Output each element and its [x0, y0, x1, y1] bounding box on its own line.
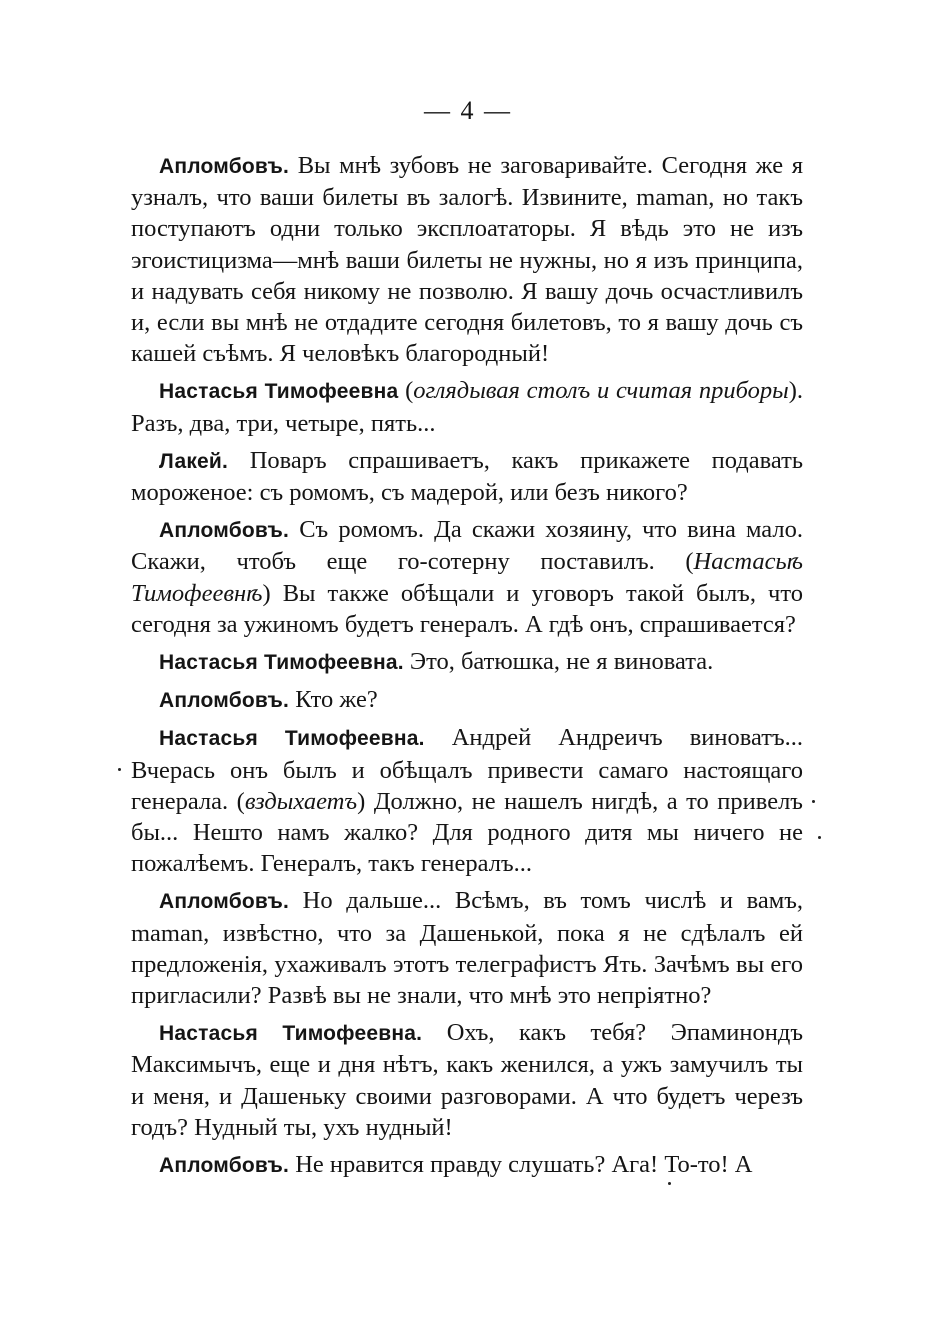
paragraph-6: [131, 684, 803, 716]
paragraph-5: [131, 646, 803, 678]
paragraph-1: [131, 150, 803, 369]
page-body: [131, 150, 803, 1187]
speaker-name: Лакей.: [159, 449, 229, 473]
paragraph-2: Настасья Тимофеевна (оглядывая столъ и считая приборы). Разъ, два, три, четыре, пять...: [131, 377, 803, 437]
speech: Охъ, какъ тебя? Эпаминондъ Максимычъ, еще и дня нѣтъ, какъ женился, а ужъ замучилъ ты и меня, и Дашеньку своими разговорами. А что будетъ черезъ годъ? Нудный ты, ухъ нудный!: [131, 1019, 803, 1141]
speaker-name: Апломбовъ.: [159, 890, 290, 914]
speech: Не нравится правду слушать? Ага! То-то! А: [295, 1151, 753, 1179]
speech: Но дальше... Всѣмъ, въ томъ числѣ и вамъ, maman, извѣстно, что за Дашенькой, пока я не сдѣлалъ ей предложенія, ухаживалъ этотъ телеграфистъ Ять. Зачѣмъ вы его пригласили? Развѣ вы не знали, что мнѣ это непріятно?: [131, 887, 804, 1010]
speaker-name: Настасья Тимофеевна.: [159, 1022, 423, 1046]
stage-direction: оглядывая столъ и считая приборы: [413, 377, 789, 405]
stage-direction: вздыхаетъ: [244, 787, 358, 815]
speaker-name: Апломбовъ.: [159, 155, 290, 178]
speech: Вы мнѣ зубовъ не заговаривайте. Сегодня же я узналъ, что ваши билеты въ залогѣ. Извините, maman, но такъ поступаютъ одни только эксплоататоры. Я вѣдь это не изъ эгоистицизма—мнѣ ваши билеты не нужны, но я изъ принципа, и надувать себя никому не позволю. Я вашу дочь осчастливилъ и, если вы мнѣ не отдадите сегодня билетовъ, то я вашу дочь съ кашей съѣмъ. Я человѣкъ благородный!: [131, 152, 804, 368]
paragraph-9: [131, 1017, 803, 1143]
paragraph-7: Настасья Тимофеевна. Андрей Андреичъ виноватъ... Вчерась онъ былъ и обѣщалъ привести самаго настоящаго генерала. (вздыхаетъ) Должно, не нашелъ нигдѣ, а то привелъ бы... Нешто намъ жалко? Для родного дитя мы ничего не пожалѣемъ. Генералъ, такъ генералъ...: [131, 724, 804, 878]
print-speck: [668, 1182, 671, 1185]
print-speck: [812, 800, 815, 803]
stage-direction: Настасьѣ Тимофеевнѣ: [131, 548, 803, 607]
print-speck: [118, 768, 121, 771]
speaker-name: Апломбовъ.: [159, 1154, 290, 1178]
speech: Андрей Андреичъ виноватъ... Вчерась онъ былъ и обѣщалъ привести самаго настоящаго генерала.: [131, 724, 804, 815]
print-speck: [818, 836, 821, 839]
paragraph-8: [131, 885, 803, 1011]
speech: Это, батюшка, не я виновата.: [409, 648, 714, 676]
speaker-name: Апломбовъ.: [159, 689, 290, 713]
paragraph-10: [131, 1149, 803, 1181]
speaker-name: Настасья Тимофеевна: [159, 380, 399, 404]
speaker-name: Настасья Тимофеевна.: [159, 651, 404, 675]
paragraph-3: [131, 445, 803, 508]
speech: Должно, не нашелъ нигдѣ, а то привелъ бы... Нешто намъ жалко? Для родного дитя мы ничего не пожалѣемъ. Генералъ, такъ генералъ...: [131, 787, 803, 878]
speech: Съ ромомъ. Да скажи хозяину, что вина мало. Скажи, чтобъ еще го-сотерну поставилъ.: [131, 516, 804, 576]
speaker-name: Апломбовъ.: [159, 519, 290, 543]
paragraph-4: Апломбовъ. Съ ромомъ. Да скажи хозяину, что вина мало. Скажи, чтобъ еще го-сотерну поставилъ. (Настасьѣ Тимофеевнѣ) Вы также обѣщали и уговоръ такой былъ, что сегодня за ужиномъ будетъ генералъ. А гдѣ онъ, спрашивается?: [131, 516, 804, 638]
speech: Поваръ спрашиваетъ, какъ прикажете подавать мороженое: съ ромомъ, съ мадерой, или безъ никого?: [131, 446, 804, 507]
speech: . Разъ, два, три, четыре, пять...: [131, 377, 803, 437]
speech: Вы также обѣщали и уговоръ такой былъ, что сегодня за ужиномъ будетъ генералъ. А гдѣ онъ, спрашивается?: [131, 579, 803, 638]
speaker-name: Настасья Тимофеевна.: [159, 727, 425, 751]
speech: Кто же?: [295, 686, 378, 714]
page-number: — 4 —: [424, 96, 512, 125]
